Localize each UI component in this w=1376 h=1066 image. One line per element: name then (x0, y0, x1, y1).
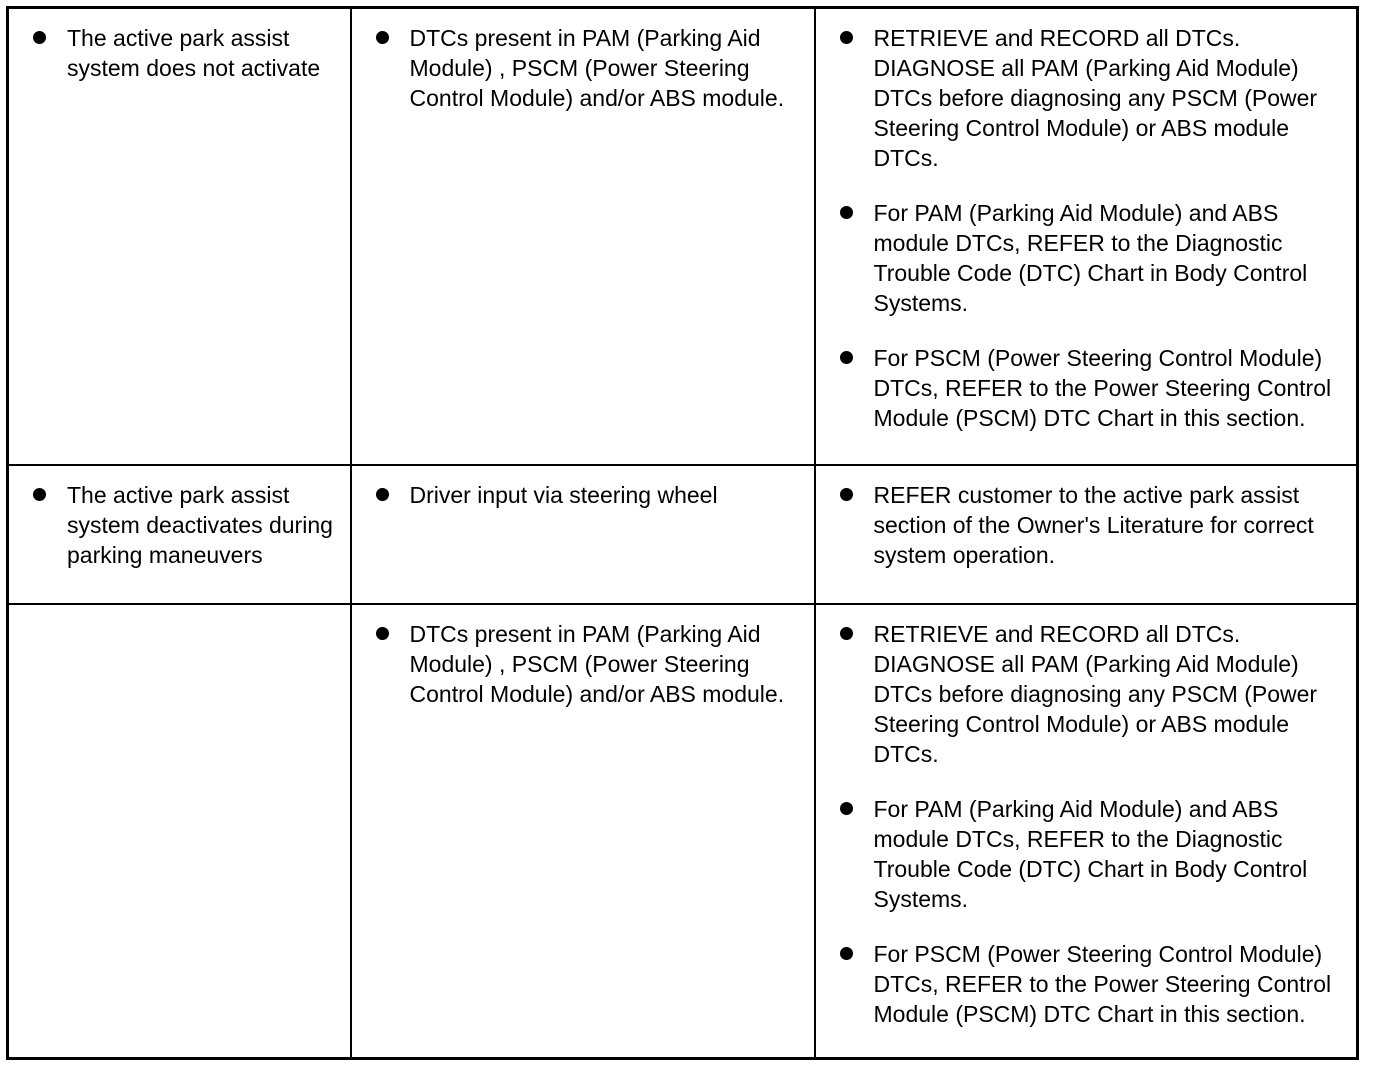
list-item (31, 480, 346, 570)
condition-cell (8, 465, 351, 604)
cause-text: DTCs present in PAM (Parking Aid Module) , PSCM (Power Steering Control Module) and/or ABS module. (409, 620, 785, 707)
action-cell (815, 604, 1358, 1059)
cause-list (374, 23, 810, 113)
action-text: RETRIEVE and RECORD all DTCs. DIAGNOSE all PAM (Parking Aid Module) DTCs before diagnosing any PSCM (Power Steering Control Module) or ABS module DTCs. (873, 25, 1318, 171)
action-list (838, 23, 1353, 433)
list-item (31, 23, 346, 83)
cause-cell (351, 465, 815, 604)
bullet-icon (376, 488, 389, 501)
bullet-icon (33, 31, 46, 44)
bullet-icon (33, 488, 46, 501)
table-row (8, 604, 1358, 1059)
list-item (374, 619, 810, 709)
bullet-icon (840, 206, 853, 219)
cause-list (374, 480, 810, 510)
list-item (374, 480, 810, 510)
action-cell (815, 8, 1358, 465)
table-row (8, 465, 1358, 604)
bullet-icon (376, 627, 389, 640)
list-item (838, 939, 1353, 1029)
action-list (838, 619, 1353, 1029)
bullet-icon (840, 947, 853, 960)
cause-text: Driver input via steering wheel (409, 481, 718, 508)
condition-text: The active park assist system deactivates during parking maneuvers (67, 481, 333, 568)
list-item (838, 480, 1353, 570)
list-item (838, 23, 1353, 173)
cause-text: DTCs present in PAM (Parking Aid Module) , PSCM (Power Steering Control Module) and/or ABS module. (409, 25, 785, 111)
condition-cell (8, 604, 351, 1059)
action-text: RETRIEVE and RECORD all DTCs. DIAGNOSE all PAM (Parking Aid Module) DTCs before diagnosing any PSCM (Power Steering Control Module) or ABS module DTCs. (873, 620, 1318, 767)
bullet-icon (840, 488, 853, 501)
bullet-icon (840, 627, 853, 640)
list-item (838, 619, 1353, 769)
cause-cell (351, 8, 815, 465)
list-item (838, 794, 1353, 914)
list-item (374, 23, 810, 113)
bullet-icon (840, 351, 853, 364)
cause-cell (351, 604, 815, 1059)
condition-cell (8, 8, 351, 465)
action-text: For PSCM (Power Steering Control Module) DTCs, REFER to the Power Steering Control Module (PSCM) DTC Chart in this section. (873, 345, 1332, 431)
list-item (838, 198, 1353, 318)
list-item (838, 343, 1353, 433)
cause-list (374, 619, 810, 709)
action-list (838, 480, 1353, 570)
action-cell (815, 465, 1358, 604)
condition-list (31, 480, 346, 570)
action-text: REFER customer to the active park assist section of the Owner's Literature for correct system operation. (873, 481, 1314, 568)
action-text: For PSCM (Power Steering Control Module) DTCs, REFER to the Power Steering Control Module (PSCM) DTC Chart in this section. (873, 940, 1332, 1027)
condition-text: The active park assist system does not activate (67, 25, 321, 81)
diagnostic-table (6, 6, 1359, 1060)
table-row (8, 8, 1358, 465)
bullet-icon (376, 31, 389, 44)
bullet-icon (840, 31, 853, 44)
action-text: For PAM (Parking Aid Module) and ABS module DTCs, REFER to the Diagnostic Trouble Code (DTC) Chart in Body Control Systems. (873, 200, 1308, 316)
condition-list (31, 23, 346, 83)
bullet-icon (840, 802, 853, 815)
action-text: For PAM (Parking Aid Module) and ABS module DTCs, REFER to the Diagnostic Trouble Code (DTC) Chart in Body Control Systems. (873, 795, 1308, 912)
